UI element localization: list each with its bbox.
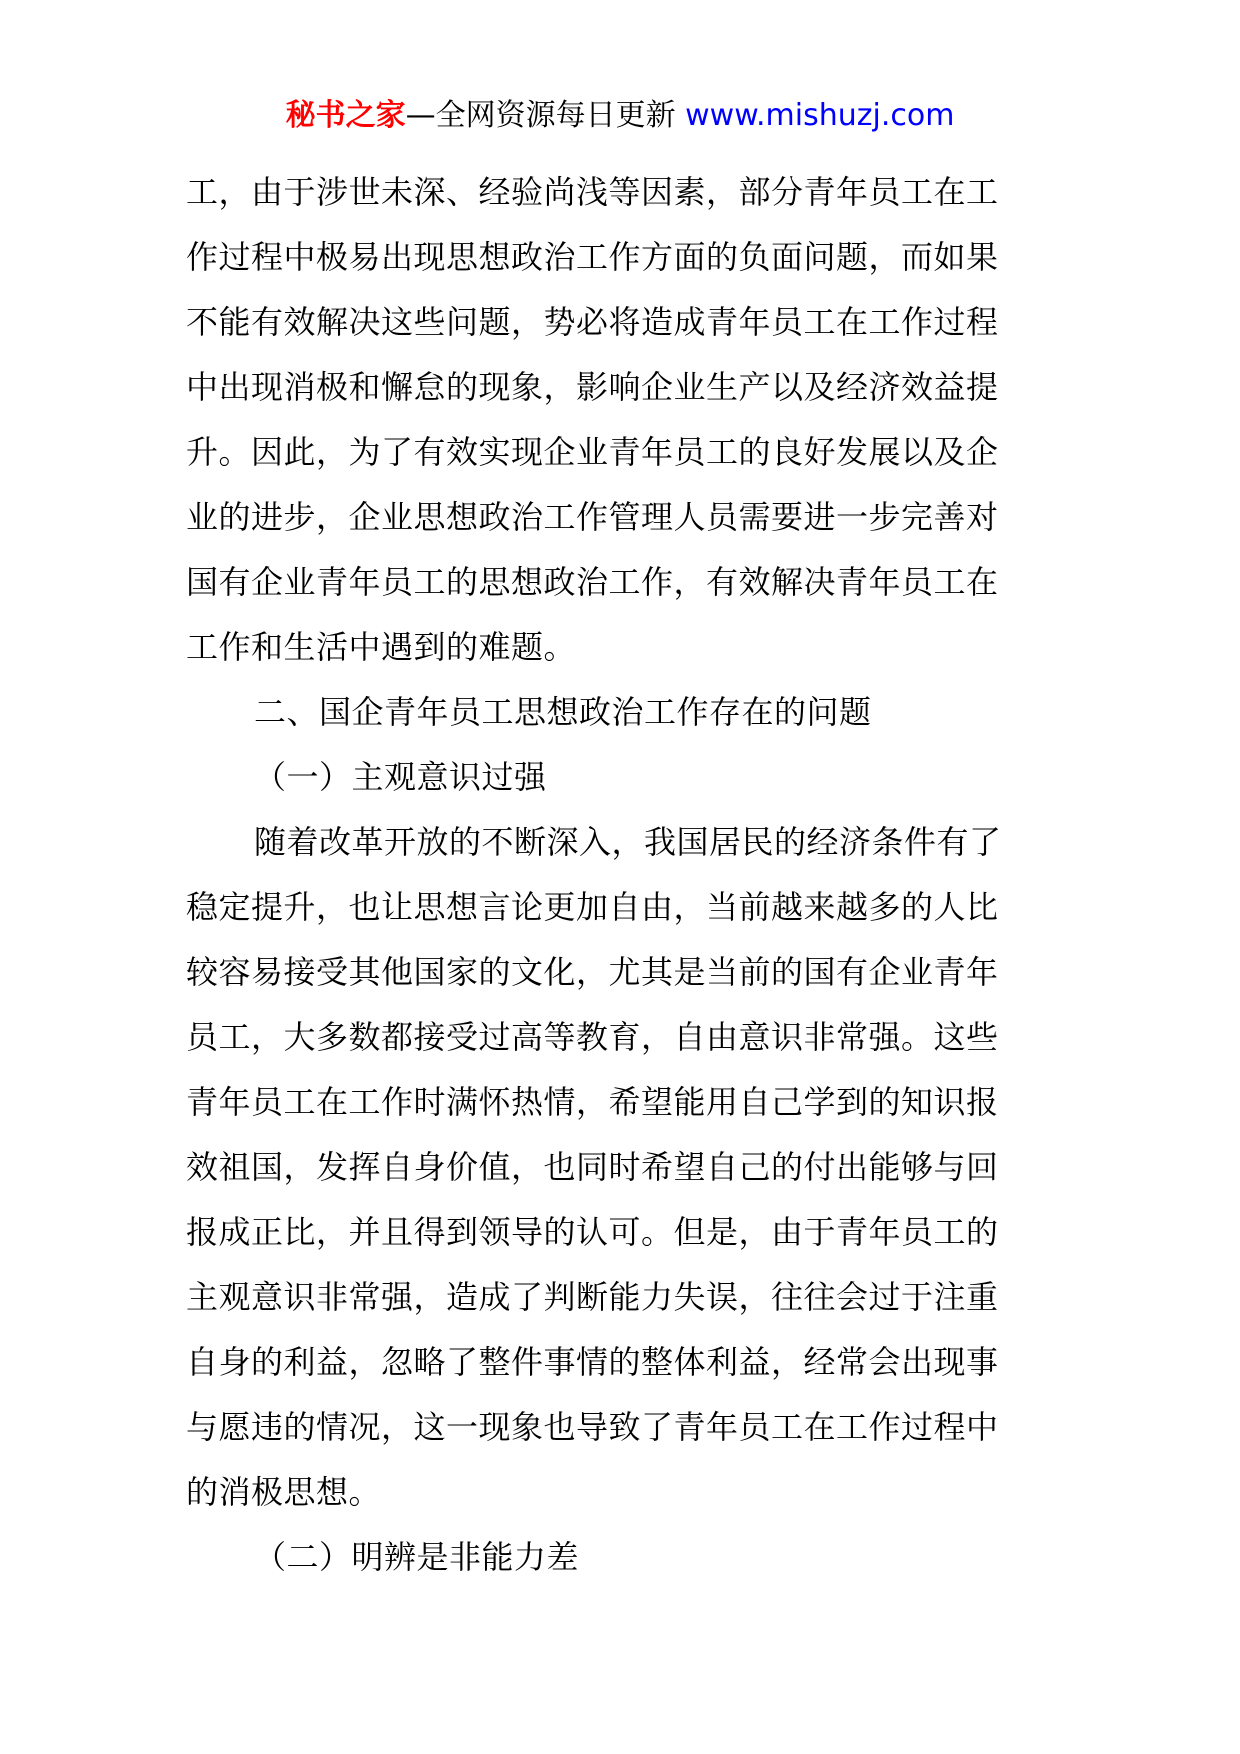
text-line: 报成正比，并且得到领导的认可。但是，由于青年员工的 [186,1213,999,1251]
page-header [0,96,1240,136]
header-url[interactable]: www.mishuzj.com [685,98,955,133]
text-line: 国有企业青年员工的思想政治工作，有效解决青年员工在 [186,563,999,601]
text-line: 作过程中极易出现思想政治工作方面的负面问题，而如果 [186,238,999,276]
text-line: 二、国企青年员工思想政治工作存在的问题 [254,693,872,731]
text-line: 的消极思想。 [186,1473,382,1511]
text-line: 不能有效解决这些问题，势必将造成青年员工在工作过程 [186,303,999,341]
text-line: 效祖国，发挥自身价值，也同时希望自己的付出能够与回 [186,1148,999,1186]
text-line: 较容易接受其他国家的文化，尤其是当前的国有企业青年 [186,953,999,991]
text-line: 升。因此，为了有效实现企业青年员工的良好发展以及企 [186,433,999,471]
text-line: 青年员工在工作时满怀热情，希望能用自己学到的知识报 [186,1083,999,1121]
text-line: 稳定提升，也让思想言论更加自由，当前越来越多的人比 [186,888,999,926]
text-line: 主观意识非常强，造成了判断能力失误，往往会过于注重 [186,1278,999,1316]
text-line: 随着改革开放的不断深入，我国居民的经济条件有了 [254,823,1002,861]
text-line: 与愿违的情况，这一现象也导致了青年员工在工作过程中 [186,1408,999,1446]
text-line: （一）主观意识过强 [254,758,547,796]
text-line: 中出现消极和懈怠的现象，影响企业生产以及经济效益提 [186,368,999,406]
text-line: 工，由于涉世未深、经验尚浅等因素，部分青年员工在工 [186,173,999,211]
header-tagline: —全网资源每日更新 [405,98,686,133]
brand-name: 秘书之家 [285,98,406,133]
text-line: 员工，大多数都接受过高等教育，自由意识非常强。这些 [186,1018,999,1056]
text-line: 业的进步，企业思想政治工作管理人员需要进一步完善对 [186,498,999,536]
document-body [186,160,1026,1590]
text-line: 工作和生活中遇到的难题。 [186,628,577,666]
text-line: 自身的利益，忽略了整件事情的整体利益，经常会出现事 [186,1343,999,1381]
text-line: （二）明辨是非能力差 [254,1538,580,1576]
